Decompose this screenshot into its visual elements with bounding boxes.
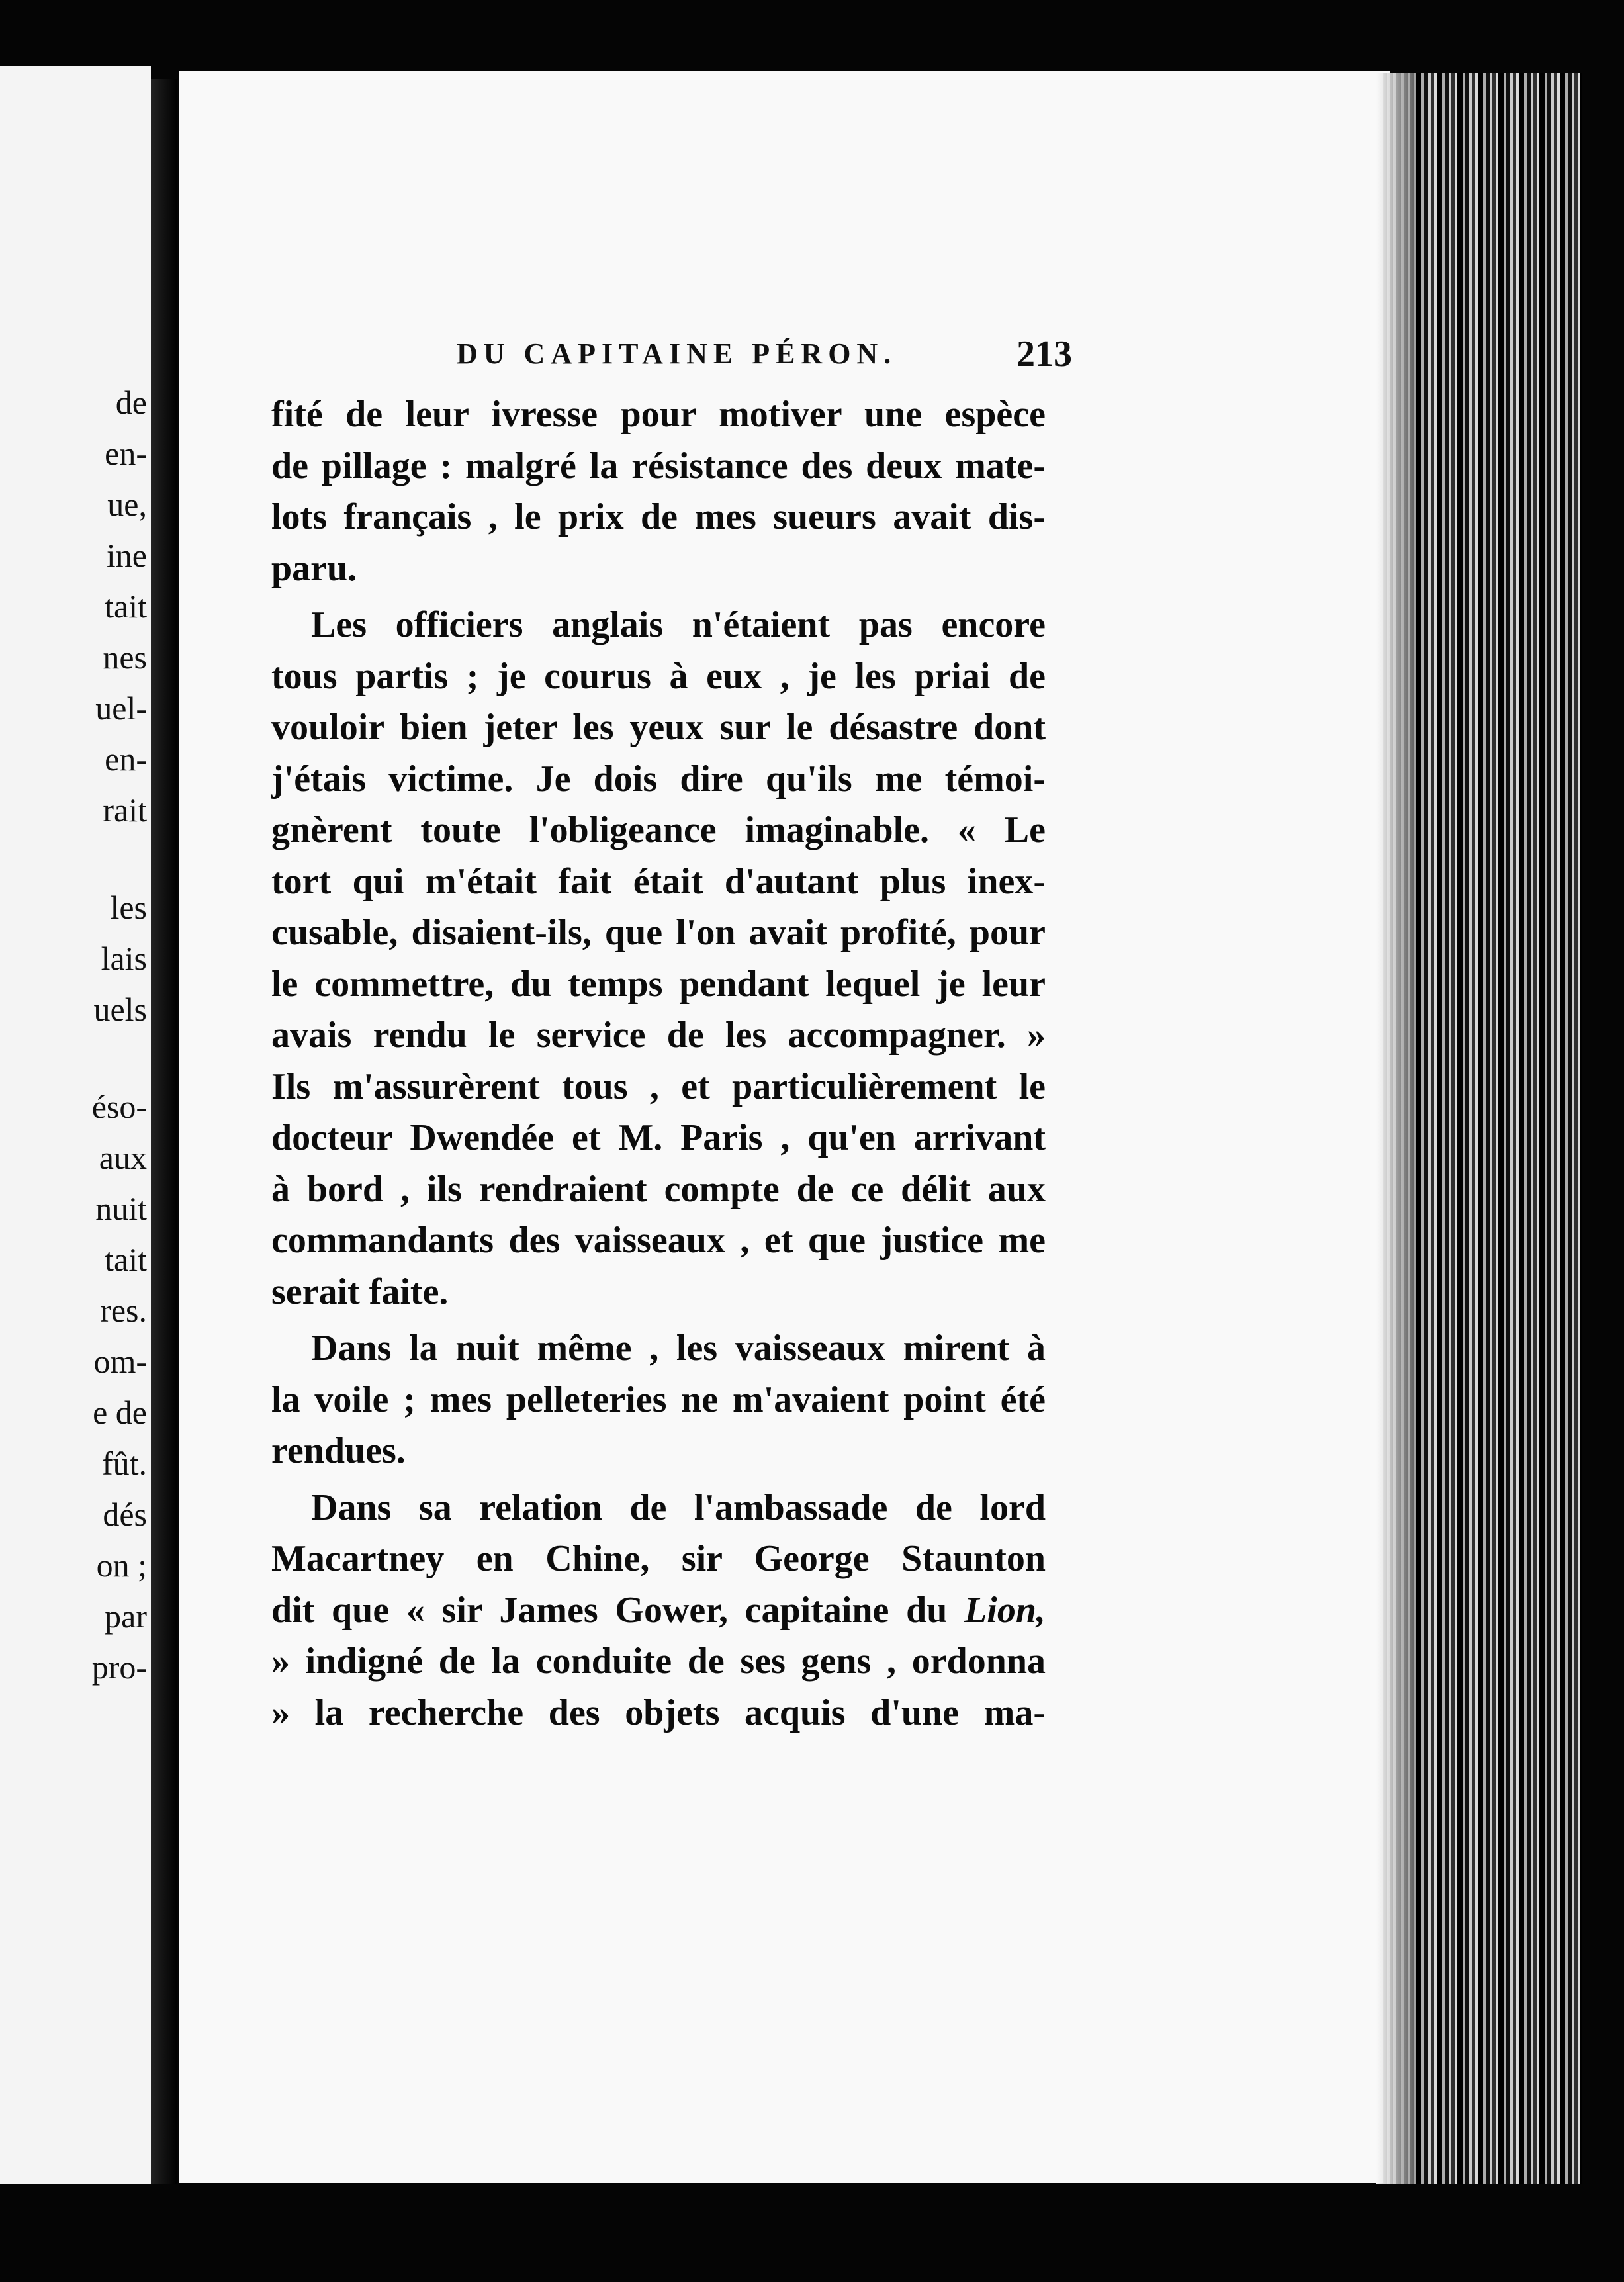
- fragment: ine: [106, 537, 147, 574]
- fragment: fût.: [101, 1445, 147, 1482]
- fragment: om-: [93, 1343, 147, 1380]
- text-line: tort qui m'était fait était d'autant plus inex-: [271, 860, 1046, 902]
- paragraph: [271, 1483, 1046, 1739]
- text-line: rendues.: [271, 1430, 406, 1471]
- fragment: e de: [93, 1394, 147, 1431]
- fragment: tait: [105, 588, 147, 625]
- text-segment: dit que « sir James Gower, capitaine du: [271, 1589, 948, 1631]
- text-line: » la recherche des objets acquis d'une ma-: [271, 1692, 1046, 1733]
- text-line: tous partis ; je courus à eux , je les priai de: [271, 655, 1046, 697]
- text-line: Ils m'assurèrent tous , et particulièrement le: [271, 1066, 1046, 1107]
- text-line: » indigné de la conduite de ses gens , ordonna: [271, 1641, 1046, 1682]
- text-line: [271, 1585, 1046, 1637]
- text-line: cusable, disaient-ils, que l'on avait profité, pour: [271, 912, 1046, 953]
- text-line: Macartney en Chine, sir George Staunton: [271, 1538, 1046, 1579]
- paragraph: [271, 389, 1046, 594]
- text-line: avais rendu le service de les accompagner. »: [271, 1015, 1046, 1056]
- italic-ship-name: Lion,: [964, 1589, 1046, 1631]
- fragment: aux: [99, 1139, 147, 1176]
- fragment: uels: [93, 991, 147, 1028]
- text-line: fité de leur ivresse pour motiver une espèce: [271, 394, 1046, 435]
- text-line: paru.: [271, 547, 357, 589]
- paragraph: [271, 600, 1046, 1318]
- fragment: en-: [105, 741, 147, 778]
- page-header: [457, 331, 1072, 377]
- text-line: gnèrent toute l'obligeance imaginable. « Le: [271, 809, 1046, 850]
- book-gutter: [151, 79, 177, 2184]
- fragment: uel-: [95, 690, 147, 727]
- text-line: Dans sa relation de l'ambassade de lord: [311, 1486, 1046, 1528]
- fragment: nuit: [95, 1190, 147, 1227]
- text-line: Les officiers anglais n'étaient pas encore: [311, 604, 1046, 645]
- text-line: serait faite.: [271, 1271, 449, 1312]
- text-line: vouloir bien jeter les yeux sur le désastre dont: [271, 707, 1046, 748]
- text-line: commandants des vaisseaux , et que justice me: [271, 1220, 1046, 1261]
- page-body: [271, 389, 1046, 1739]
- page-number: 213: [1016, 334, 1072, 375]
- fragment: lais: [101, 940, 147, 977]
- fragment: tait: [105, 1241, 147, 1278]
- text-line: le commettre, du temps pendant lequel je leur: [271, 963, 1046, 1005]
- fragment: nes: [103, 639, 147, 676]
- text-line: docteur Dwendée et M. Paris , qu'en arrivant: [271, 1117, 1046, 1158]
- fragment: par: [105, 1598, 147, 1635]
- fragment-gap: [15, 836, 147, 882]
- fragment: pro-: [91, 1649, 147, 1686]
- page-edge-shadow: [1376, 73, 1416, 2184]
- fragment: les: [110, 889, 147, 926]
- text-line: à bord , ils rendraient compte de ce délit aux: [271, 1168, 1046, 1210]
- text-line: Dans la nuit même , les vaisseaux mirent à: [311, 1328, 1046, 1369]
- fragment: de: [115, 384, 147, 421]
- fragment: éso-: [91, 1088, 147, 1125]
- text-line: de pillage : malgré la résistance des deux mate-: [271, 445, 1046, 486]
- fragment: rait: [103, 792, 147, 829]
- fragment: dés: [103, 1496, 147, 1533]
- text-line: la voile ; mes pelleteries ne m'avaient point été: [271, 1379, 1046, 1420]
- previous-page-strip: [0, 66, 151, 2184]
- text-line: j'étais victime. Je dois dire qu'ils me témoi-: [271, 758, 1046, 799]
- fragment: en-: [105, 435, 147, 472]
- previous-page-text: [15, 377, 147, 1693]
- fragment: ue,: [107, 486, 147, 523]
- fragment-gap: [15, 1035, 147, 1081]
- text-line: lots français , le prix de mes sueurs avait dis-: [271, 496, 1046, 537]
- fragment: res.: [100, 1292, 147, 1329]
- fragment: on ;: [96, 1547, 147, 1584]
- running-head: DU CAPITAINE PÉRON.: [457, 338, 897, 370]
- paragraph: [271, 1323, 1046, 1477]
